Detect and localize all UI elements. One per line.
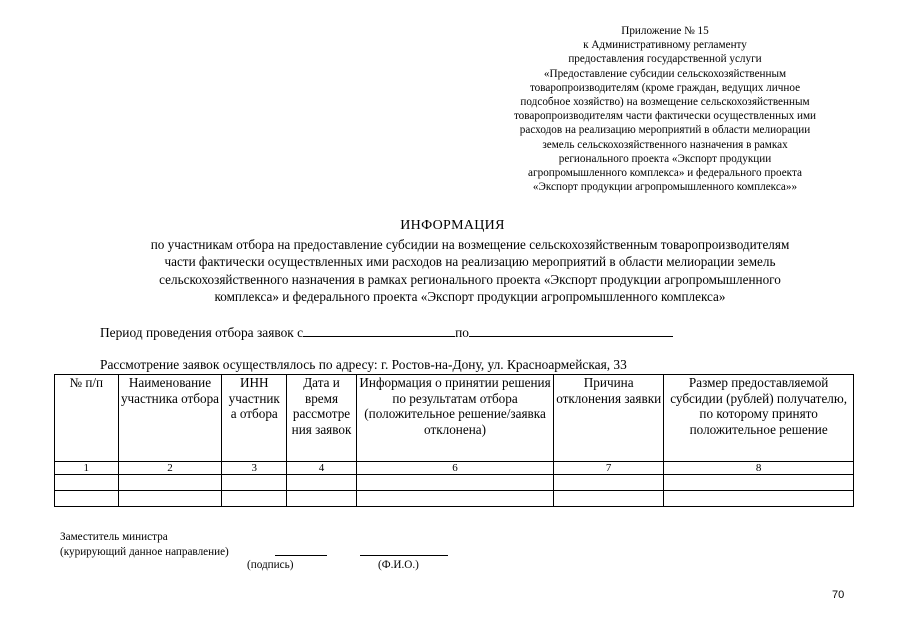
table-cell[interactable]	[664, 491, 854, 507]
signature-blank[interactable]	[275, 555, 327, 556]
header-subsidy-amount: Размер предоставляемой субсидии (рублей) получателю, по которому принято положительное решение	[664, 375, 854, 462]
table-cell[interactable]	[55, 475, 119, 491]
subtitle-line: по участникам отбора на предоставление субсидии на возмещение сельскохозяйственным товаропроизводителям	[150, 237, 790, 252]
header-decision-info: Информация о принятии решения по результатам отбора (положительное решение/заявка отклонена)	[356, 375, 553, 462]
signature-block	[60, 530, 229, 559]
appendix-line: товаропроизводителям (кроме граждан, ведущих личное	[529, 81, 801, 94]
table-cell[interactable]	[118, 475, 222, 491]
subtitle-line: комплекса» и федерального проекта «Экспорт продукции агропромышленного комплекса»	[214, 289, 726, 305]
document-subtitle	[60, 236, 880, 306]
name-caption: (Ф.И.О.)	[378, 559, 419, 571]
header-rejection-reason: Причина отклонения заявки	[554, 375, 664, 462]
subtitle-line: части фактически осуществленных ими расходов на реализацию мероприятий в области мелиорации земель	[164, 254, 776, 270]
table-cell[interactable]	[554, 475, 664, 491]
appendix-line: «Предоставление субсидии сельскохозяйственным	[543, 67, 787, 80]
document-title: ИНФОРМАЦИЯ	[400, 218, 505, 233]
header-number: № п/п	[55, 375, 119, 462]
column-number: 1	[55, 462, 119, 475]
table-cell[interactable]	[356, 491, 553, 507]
table-cell[interactable]	[222, 475, 287, 491]
column-number: 7	[554, 462, 664, 475]
column-number: 3	[222, 462, 287, 475]
column-number: 2	[118, 462, 222, 475]
page-number: 70	[832, 589, 845, 601]
appendix-line: товаропроизводителям части фактически осуществленных ими	[513, 110, 817, 123]
appendix-line: предоставления государственной услуги	[568, 53, 762, 66]
column-number: 6	[356, 462, 553, 475]
name-blank[interactable]	[360, 555, 448, 556]
appendix-line: агропромышленного комплекса» и федерального проекта	[528, 167, 802, 180]
header-review-date: Дата и время рассмотре ния заявок	[287, 375, 357, 462]
signer-title: Заместитель министра	[60, 531, 168, 543]
appendix-line: к Административному регламенту	[583, 39, 747, 52]
subtitle-line: сельскохозяйственного назначения в рамках регионального проекта «Экспорт продукции агропромышленного	[159, 271, 781, 287]
appendix-block	[470, 24, 860, 194]
period-start-blank[interactable]	[303, 324, 455, 337]
period-end-blank[interactable]	[469, 324, 673, 337]
appendix-line: Приложение № 15	[621, 25, 709, 37]
table-cell[interactable]	[287, 475, 357, 491]
table-cell[interactable]	[55, 491, 119, 507]
appendix-line: подсобное хозяйство) на возмещение сельскохозяйственным	[520, 96, 810, 109]
table-cell[interactable]	[554, 491, 664, 507]
period-prefix: Период проведения отбора заявок с	[100, 325, 304, 340]
appendix-line: «Экспорт продукции агропромышленного комплекса»»	[532, 181, 798, 194]
signature-caption: (подпись)	[247, 559, 294, 571]
header-participant-name: Наименование участника отбора	[118, 375, 222, 462]
appendix-line: земель сельскохозяйственного назначения в рамках	[542, 138, 788, 151]
table-header-row	[55, 375, 854, 462]
period-line	[100, 324, 673, 341]
appendix-line: расходов на реализацию мероприятий в области мелиорации	[519, 124, 811, 137]
column-number-row	[55, 462, 854, 475]
table-cell[interactable]	[222, 491, 287, 507]
period-middle: по	[455, 325, 469, 340]
table-cell[interactable]	[356, 475, 553, 491]
address-line: Рассмотрение заявок осуществлялось по адресу: г. Ростов-на-Дону, ул. Красноармейская, 33	[100, 357, 627, 372]
table-row	[55, 491, 854, 507]
header-inn: ИНН участник а отбора	[222, 375, 287, 462]
table-row	[55, 475, 854, 491]
signer-direction: (курирующий данное направление)	[60, 545, 229, 558]
table-cell[interactable]	[287, 491, 357, 507]
table-cell[interactable]	[118, 491, 222, 507]
column-number: 8	[664, 462, 854, 475]
column-number: 4	[287, 462, 357, 475]
table-cell[interactable]	[664, 475, 854, 491]
participants-table	[54, 374, 854, 507]
appendix-line: регионального проекта «Экспорт продукции	[558, 152, 772, 165]
